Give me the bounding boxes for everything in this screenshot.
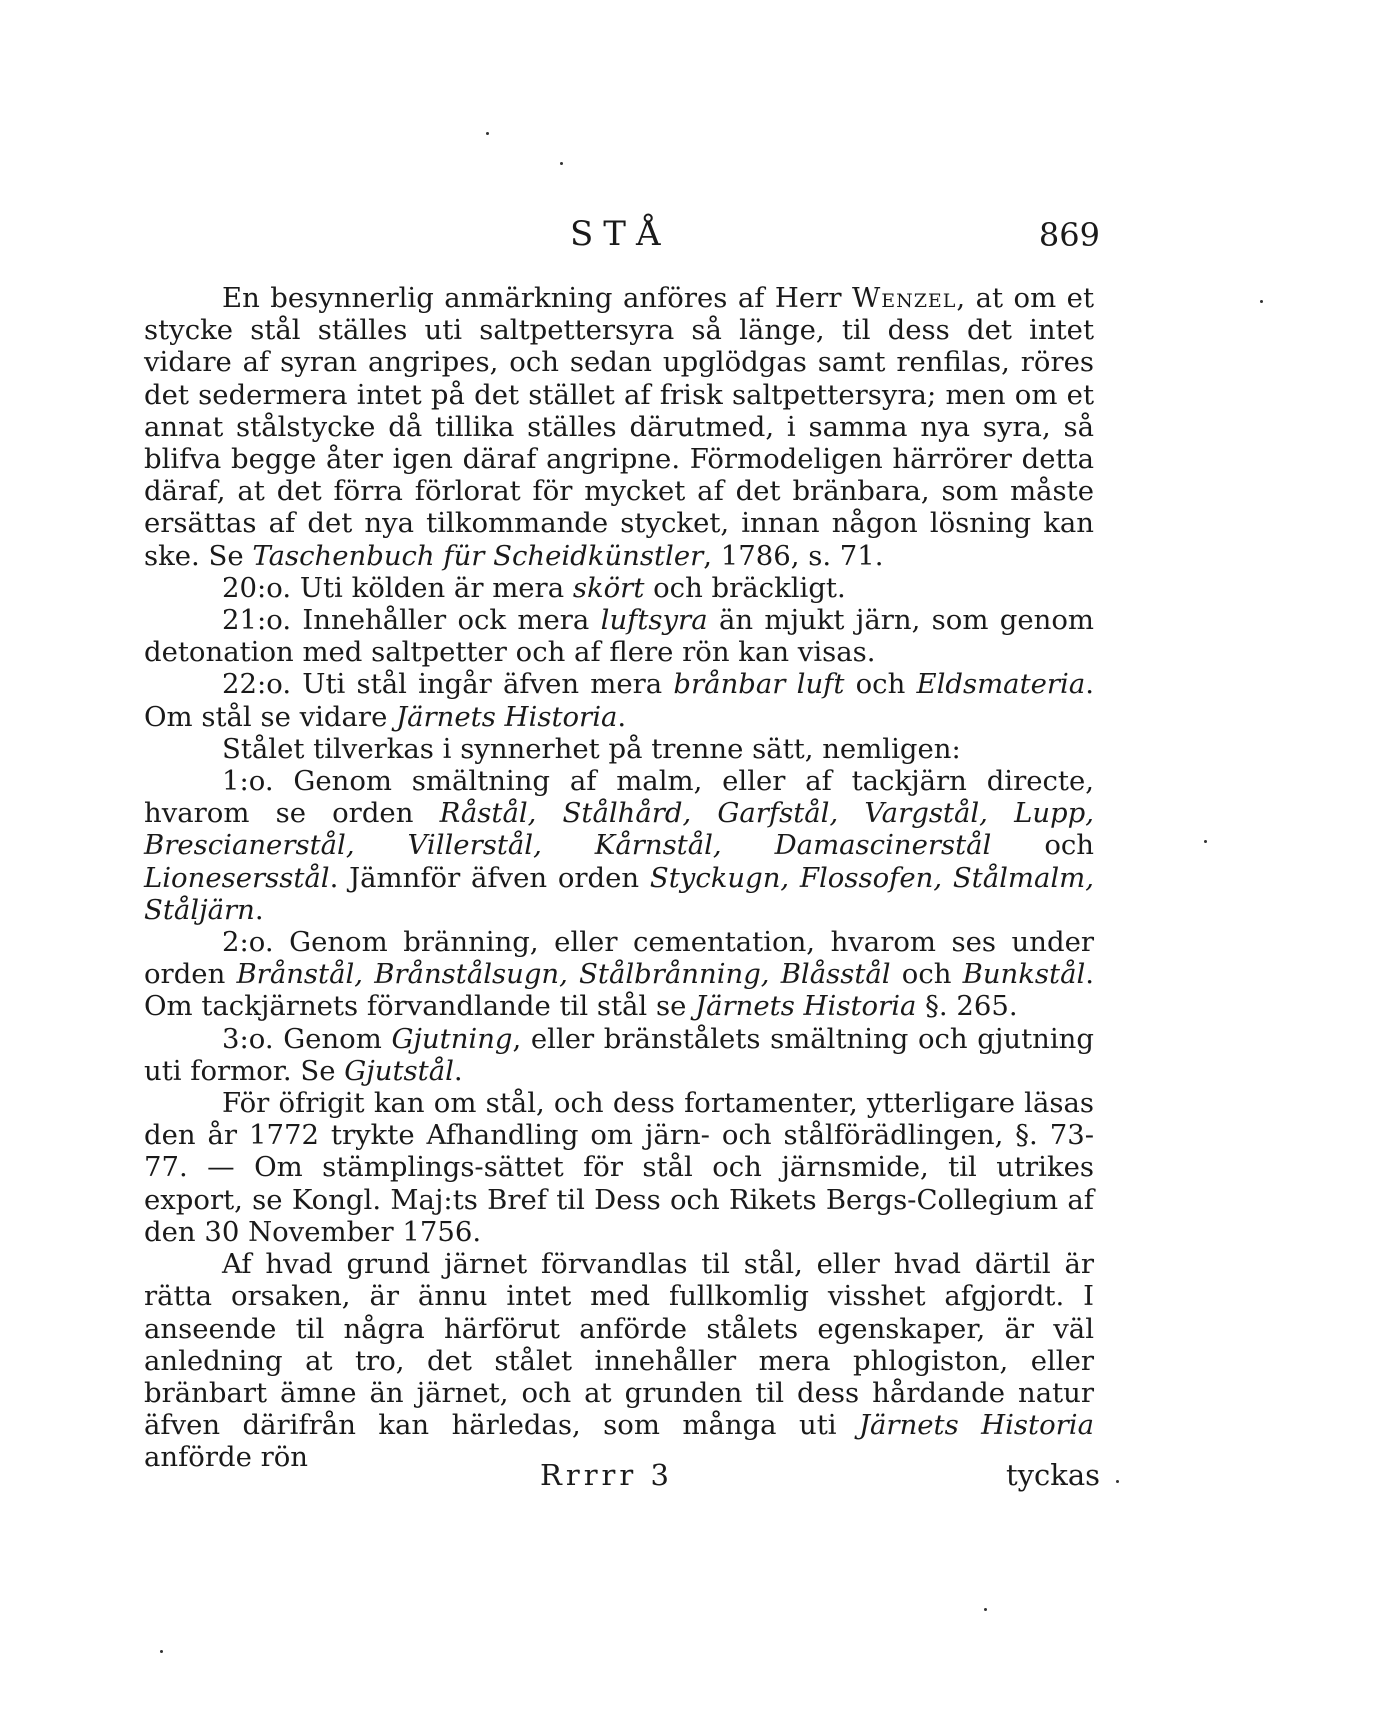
paragraph: 21:o. Innehåller ock mera luftsyra än mjukt järn, som genom detonation med saltpetter och af flere rön kan visas. (144, 604, 1094, 669)
paper-speck (160, 1650, 163, 1653)
paragraph: 3:o. Genom Gjutning, eller bränstålets smältning och gjutning uti formor. Se Gjutstål. (144, 1022, 1094, 1087)
paragraph: Af hvad grund järnet förvandlas til stål, eller hvad därtil är rätta orsaken, är ännu intet med fullkomlig visshet afgjordt. I anseende til några härförut anförde stålets egenskaper, är väl anledning at tro, det stålet innehåller mera phlogiston, eller bränbart ämne än järnet, och at grunden til dess hårdande natur äfven därifrån kan härledas, som många uti Järnets Historia anförde rön (144, 1248, 1094, 1474)
page-title: STÅ (570, 214, 671, 254)
page-footer (140, 1458, 1100, 1498)
page-number: 869 (1038, 216, 1100, 254)
paragraph: 2:o. Genom bränning, eller cementation, hvarom ses under orden Brånstål, Brånstålsugn, Stålbrånning, Blåsstål och Bunkstål. Om tackjärnets förvandlande til stål se Järnets Historia §. 265. (144, 926, 1095, 1023)
paper-speck (486, 132, 489, 135)
paragraph: 22:o. Uti stål ingår äfven mera brånbar luft och Eldsmateria. Om stål se vidare Järnets Historia. (144, 668, 1094, 733)
paper-speck (560, 162, 563, 165)
signature-mark: Rrrrr 3 (540, 1458, 673, 1492)
paper-speck (1116, 1480, 1119, 1483)
paper-speck (984, 1608, 987, 1611)
running-header (140, 214, 1100, 264)
paper-speck (1260, 300, 1263, 303)
author-name: Wenzel (851, 282, 957, 314)
paragraph: 1:o. Genom smältning af malm, eller af tackjärn directe, hvarom se orden Råstål, Stålhård, Garfstål, Vargstål, Lupp, Brescianerstål, Villerstål, Kårnstål, Damascinerstål och Lionesersstål. Jämnför äfven orden Styckugn, Flossofen, Stålmalm, Ståljärn. (144, 765, 1094, 926)
paragraph: För öfrigit kan om stål, och dess fortamenter, ytterligare läsas den år 1772 trykte Afhandling om järn- och stålförädlingen, §. 73-77. — Om stämplings-sättet för stål och järnsmide, til utrikes export, se Kongl. Maj:ts Bref til Dess och Rikets Bergs-Collegium af den 30 November 1756. (144, 1087, 1094, 1248)
paper-speck (1204, 840, 1207, 843)
paragraph: 20:o. Uti kölden är mera skört och bräckligt. (222, 571, 846, 604)
paragraph: Stålet tilverkas i synnerhet på trenne sätt, nemligen: (222, 732, 961, 765)
reference-title: Taschenbuch für Scheidkünstler (252, 539, 704, 572)
main-text (144, 282, 1094, 1474)
paragraph: En besynnerlig anmärkning anföres af Herr Wenzel, at om et stycke stål ställes uti saltpettersyra så länge, til dess det intet vidare af syran angripes, och sedan upglödgas samt renfilas, röres det sedermera intet på det stället af frisk saltpettersyra; men om et annat stålstycke då tillika ställes därutmed, i samma nya syra, så blifva begge åter igen däraf angripne. Förmodeligen härrörer detta däraf, at det förra förlorat för mycket af det bränbara, som måste ersättas af det nya tilkommande stycket, innan någon lösning kan ske. Se Taschenbuch für Scheidkünstler, 1786, s. 71. (144, 282, 1094, 572)
catchword: tyckas (1005, 1458, 1100, 1492)
